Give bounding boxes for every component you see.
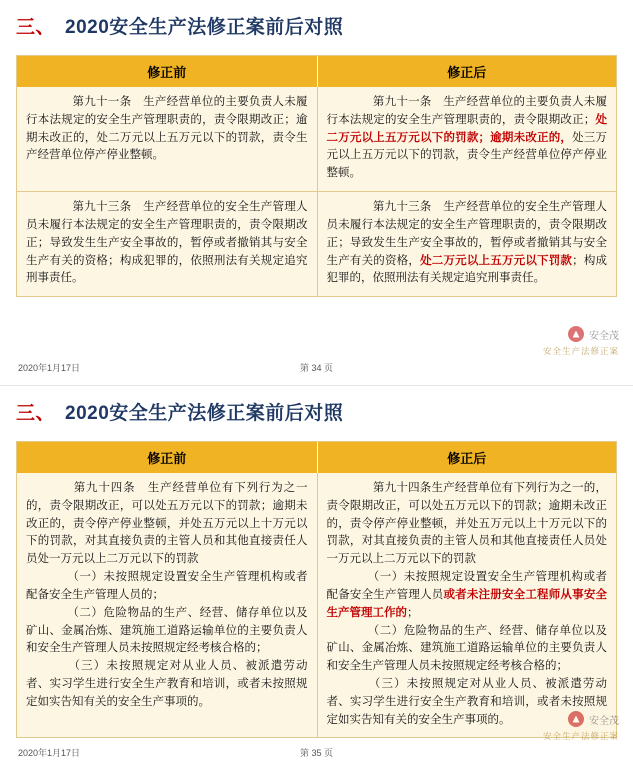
safety-logo-icon <box>568 711 584 727</box>
clause-paragraph <box>327 94 608 183</box>
clause-text: ；构成犯罪的，依照刑法有关规定追究刑事责任。 <box>326 254 608 285</box>
clause-text: ； <box>407 606 419 619</box>
clause-text: 第九十三条 生产经营单位的安全生产管理人员未履行本法规定的安全生产管理职责的，责令限期改正；导致发生生产安全事故的，暂停或者撤销其与安全生产有关的资格， <box>326 201 607 267</box>
column-header-before: 修正前 <box>17 56 317 87</box>
clause-paragraph <box>26 480 308 569</box>
table-header-row <box>17 442 616 473</box>
page-title-text: 2020安全生产法修正案前后对照 <box>65 17 344 38</box>
clause-paragraph <box>26 199 308 288</box>
footer-page-number: 第 35 页 <box>299 748 334 758</box>
clause-text: 第九十一条 生产经营单位的主要负责人未履行本法规定的安全生产管理职责的，责令限期改正；逾期未改正的，处二万元以上五万元以下的罚款，责令生产经营单位停产停业整顿。 <box>26 96 308 162</box>
footer-date: 2020年1月17日 <box>18 748 81 758</box>
clause-paragraph <box>26 658 308 711</box>
comparison-table <box>16 55 617 297</box>
amended-text-highlight: 处二万元以上五万元以下的罚款；逾期未改正的， <box>326 113 608 144</box>
column-header-before: 修正前 <box>17 442 317 473</box>
clause-text: （三）未按照规定对从业人员、被派遣劳动者、实习学生进行安全生产教育和培训，或者未按照规定如实告知有关的安全生产事项的。 <box>26 660 308 708</box>
watermark-brand <box>568 326 619 342</box>
clause-paragraph <box>26 569 308 605</box>
amended-text-highlight: 或者未注册安全工程师从事安全生产管理工作的 <box>326 588 608 619</box>
comparison-table <box>16 441 617 738</box>
clause-text: （一）未按照规定设置安全生产管理机构或者配备安全生产管理人员 <box>326 571 607 601</box>
watermark <box>543 326 619 357</box>
slide-page <box>0 385 633 770</box>
clause-text: （三）未按照规定对从业人员、被派遣劳动者、实习学生进行安全生产教育和培训，或者未按照规定如实告知有关的安全生产事项的。 <box>326 677 607 726</box>
page-title-text: 2020安全生产法修正案前后对照 <box>65 403 344 424</box>
clause-paragraph <box>26 94 308 165</box>
footer-date: 2020年1月17日 <box>18 363 81 373</box>
watermark-subtitle: 安全生产法修正案 <box>542 346 619 356</box>
page-title <box>0 386 633 429</box>
table-header-row <box>17 56 616 87</box>
page-title <box>0 0 633 43</box>
safety-logo-icon <box>568 326 584 342</box>
clause-text: （一）未按照规定设置安全生产管理机构或者配备安全生产管理人员的； <box>26 571 308 601</box>
watermark-name: 安全茂 <box>589 715 619 727</box>
watermark-subtitle: 安全生产法修正案 <box>542 731 619 741</box>
table-row <box>17 87 616 191</box>
clause-text: 第九十一条 生产经营单位的主要负责人未履行本法规定的安全生产管理职责的，责令限期改正； <box>326 96 607 126</box>
page-footer <box>0 746 633 760</box>
table-row <box>17 191 616 296</box>
table-row <box>17 473 616 737</box>
page-footer <box>0 361 633 375</box>
amended-text-highlight: 处二万元以上五万元以下罚款 <box>420 254 573 267</box>
column-header-after: 修正后 <box>317 56 617 87</box>
footer-page-number: 第 34 页 <box>299 363 334 373</box>
clause-text: （二）危险物品的生产、经营、储存单位以及矿山、金属冶炼、建筑施工道路运输单位的主要负责人和安全生产管理人员未按照规定经考核合格的； <box>26 606 308 655</box>
clause-text: 第九十四条生产经营单位有下列行为之一的，责令限期改正，可以处五万元以下的罚款；逾期未改正的，责令停产停业整顿，并处五万元以上十万元以下的罚款，对其直接负责的主管人员和其他直接责任人员处一万元以上二万元以下的罚款 <box>326 482 607 566</box>
cell-before-amendment <box>17 191 317 296</box>
column-header-after: 修正后 <box>317 442 617 473</box>
clause-paragraph <box>26 605 308 658</box>
clause-paragraph <box>327 480 608 569</box>
page-title-number: 三、 <box>16 403 56 424</box>
clause-text: 处三万元以上五万元以下的罚款，责令生产经营单位停产停业整顿。 <box>326 131 608 180</box>
clause-text: （二）危险物品的生产、经营、储存单位以及矿山、金属冶炼、建筑施工道路运输单位的主要负责人和安全生产管理人员未按照规定经考核合格的； <box>326 624 607 673</box>
clause-paragraph <box>327 199 608 288</box>
clause-paragraph <box>327 623 608 676</box>
clause-text: 第九十三条 生产经营单位的安全生产管理人员未履行本法规定的安全生产管理职责的，责令限期改正；导致发生生产安全事故的，暂停或者撤销其与安全生产有关的资格；构成犯罪的，依照刑法有关规定追究刑事责任。 <box>26 201 308 285</box>
cell-after-amendment <box>317 87 617 191</box>
clause-text: 第九十四条 生产经营单位有下列行为之一的，责令限期改正，可以处五万元以下的罚款；逾期未改正的，责令停产停业整顿，并处五万元以上十万元以下的罚款，对其直接负责的主管人员和其他直接责任人员处一万元以上二万元以下的罚款 <box>26 482 308 566</box>
page-title-number: 三、 <box>16 17 56 38</box>
cell-before-amendment <box>17 473 317 737</box>
cell-before-amendment <box>17 87 317 191</box>
watermark <box>543 711 619 742</box>
cell-after-amendment <box>317 473 617 737</box>
clause-paragraph <box>327 569 608 622</box>
watermark-brand <box>568 711 619 727</box>
cell-after-amendment <box>317 191 617 296</box>
watermark-name: 安全茂 <box>589 330 619 342</box>
